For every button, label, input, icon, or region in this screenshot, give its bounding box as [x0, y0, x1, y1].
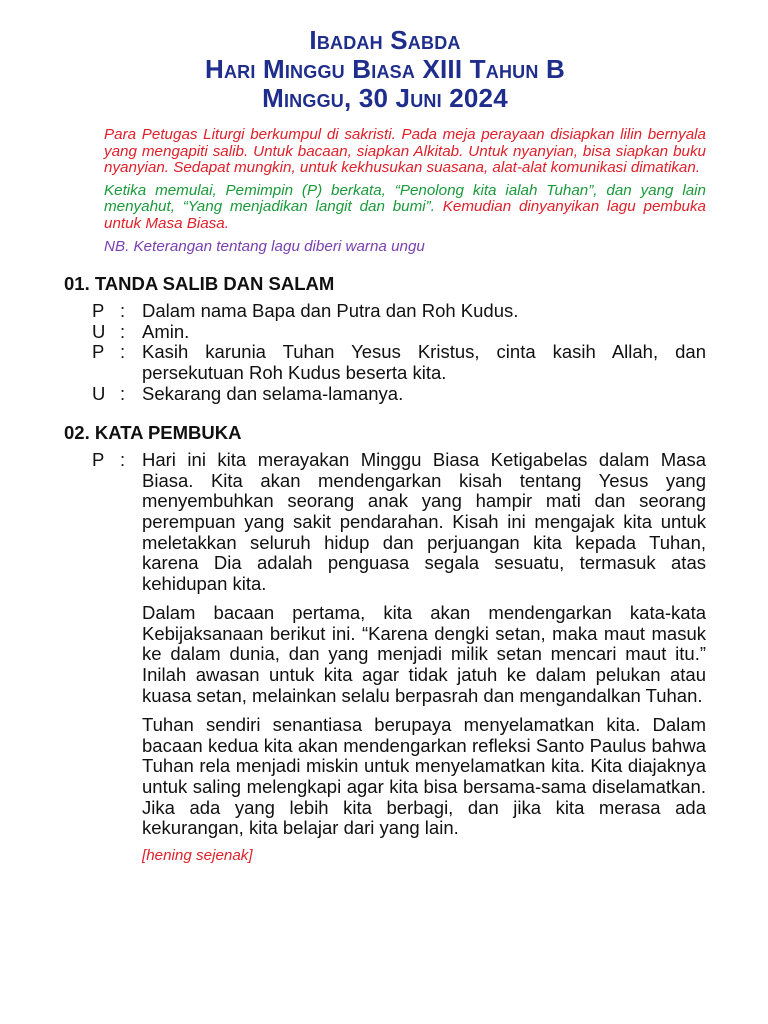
speaker-label: P	[92, 300, 105, 322]
opening-note-red: Kemudian dinyanyikan lagu pembuka untuk Masa Biasa.	[104, 198, 707, 232]
opening-note-green: Ketika memulai, Pemimpin (P) berkata, “Penolong kita ialah Tuhan”, dan yang lain menyahut, “Yang menjadikan langit dan bumi”.	[104, 181, 706, 216]
dialog-text: Dalam nama Bapa dan Putra dan Roh Kudus.	[142, 300, 519, 322]
title-block	[64, 0, 706, 113]
speaker-label: P	[92, 341, 105, 363]
speaker-colon: :	[120, 320, 126, 342]
dialog-row	[64, 384, 706, 405]
speaker-label: U	[92, 320, 106, 342]
speaker-label: P	[92, 449, 105, 471]
opening-paragraph: Tuhan sendiri senantiasa berupaya menyelamatkan kita. Dalam bacaan kedua kita akan mendengarkan refleksi Santo Paulus bahwa Tuhan rela menjadi miskin untuk menyelamatkan kita. Kita diajaknya untuk saling melengkapi agar kita bisa bersama-sama diselamatkan. Jika ada yang lebih kita berbagi, dan jika kita merasa ada kekurangan, kita belajar dari yang lain.	[142, 714, 706, 839]
section-kata-pembuka	[64, 422, 706, 866]
dialog-text: Sekarang dan selama-lamanya.	[142, 382, 404, 404]
dialog-text: Amin.	[142, 320, 190, 342]
section-heading: 01. TANDA SALIB DAN SALAM	[64, 273, 335, 295]
preparation-note: Para Petugas Liturgi berkumpul di sakristi. Pada meja perayaan disiapkan lilin bernyala yang mengapiti salib. Untuk bacaan, siapkan Alkitab. Untuk nyanyian, bisa siapkan buku nyanyian. Sedapat mungkin, untuk kekhusukan suasana, alat-alat komunikasi dimatikan.	[104, 126, 706, 177]
section-heading: 02. KATA PEMBUKA	[64, 422, 242, 444]
dialog-row	[64, 342, 706, 383]
dialog-row	[64, 301, 706, 322]
date-title: Minggu, 30 Juni 2024	[262, 83, 508, 113]
dialog-row	[64, 322, 706, 343]
speaker-colon: :	[120, 382, 126, 404]
speaker-label: U	[92, 382, 106, 404]
opening-words	[142, 450, 706, 866]
service-title: Ibadah Sabda	[309, 25, 461, 55]
sunday-title: Hari Minggu Biasa XIII Tahun B	[204, 54, 565, 84]
speaker-colon: :	[120, 341, 126, 363]
speaker-colon: :	[120, 300, 126, 322]
opening-paragraph: Dalam bacaan pertama, kita akan mendengarkan kata-kata Kebijaksanaan berikut ini. “Karena dengki setan, maka maut masuk ke dalam dunia, dan yang menjadi milik setan mencari maut itu.” Inilah awasan untuk kita agar tidak jatuh ke dalam pelukan atau kuasa setan, melainkan selalu berpasrah dan mengandalkan Tuhan.	[142, 602, 706, 706]
opening-note	[104, 183, 706, 233]
song-color-note: NB. Keterangan tentang lagu diberi warna ungu	[104, 237, 425, 255]
silence-rubric: [hening sejenak]	[142, 846, 253, 864]
speaker-colon: :	[120, 449, 126, 471]
liturgy-notes	[104, 127, 706, 255]
dialog-row	[64, 450, 706, 866]
section-tanda-salib	[64, 273, 706, 404]
dialog-text: Kasih karunia Tuhan Yesus Kristus, cinta kasih Allah, dan persekutuan Roh Kudus beserta kita.	[142, 341, 706, 383]
opening-paragraph: Hari ini kita merayakan Minggu Biasa Ketigabelas dalam Masa Biasa. Kita akan mendengarkan kisah tentang Yesus yang menyembuhkan seorang anak yang hampir mati dan seorang perempuan yang sakit pendarahan. Kisah ini mengajak kita untuk meletakkan seluruh hidup dan perjuangan kita kepada Tuhan, karena Dia adalah penguasa segala sesuatu, termasuk atas kehidupan kita.	[142, 449, 706, 594]
